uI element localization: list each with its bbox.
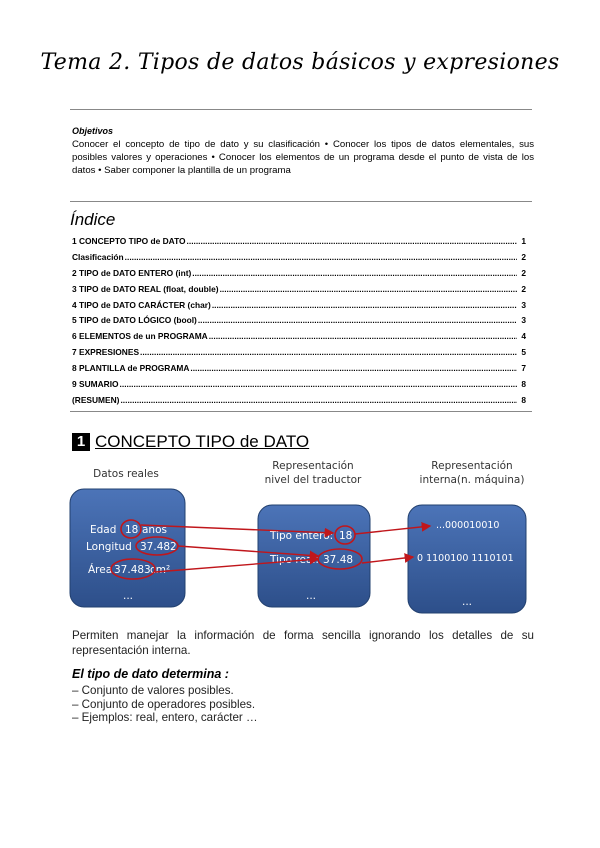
toc-leader-dots bbox=[190, 361, 517, 377]
edad-unit: años bbox=[142, 524, 167, 536]
divider bbox=[70, 411, 532, 412]
area-unit: cm² bbox=[150, 564, 171, 576]
toc-entry-page: 8 bbox=[521, 379, 526, 390]
binary-entero: ...000010010 bbox=[436, 520, 500, 531]
toc-entry-title: 1 CONCEPTO TIPO de DATO bbox=[72, 236, 186, 246]
toc-entry-page: 7 bbox=[521, 363, 526, 374]
box2-caption-line2: nivel del traductor bbox=[264, 474, 362, 486]
toc-entry-page: 8 bbox=[521, 394, 526, 405]
box3-ellipsis: ... bbox=[462, 596, 473, 608]
longitud-label: Longitud bbox=[86, 541, 132, 553]
toc-entry-title: 3 TIPO de DATO REAL (float, double) bbox=[72, 283, 219, 294]
toc-entry[interactable] bbox=[72, 345, 526, 361]
indice-heading: Índice bbox=[70, 210, 116, 229]
determina-list bbox=[72, 684, 258, 725]
document-title: Tema 2. Tipos de datos básicos y expresiones bbox=[40, 50, 560, 75]
tipo-entero-label: Tipo entero: bbox=[270, 530, 334, 542]
toc-leader-dots bbox=[120, 377, 517, 393]
list-item: – Ejemplos: real, entero, carácter … bbox=[72, 711, 258, 724]
area-label: Área bbox=[88, 564, 113, 576]
box3-caption-line2: interna(n. máquina) bbox=[419, 474, 525, 486]
toc-leader-dots bbox=[220, 282, 517, 298]
longitud-value: 37.482 bbox=[140, 541, 177, 553]
binary-real: 0 1100100 1110101 bbox=[417, 553, 514, 564]
toc-entry[interactable] bbox=[72, 266, 526, 282]
toc-entry-title: 7 EXPRESIONES bbox=[72, 347, 140, 358]
tipo-real-value: 37.48 bbox=[323, 554, 354, 566]
list-item: – Conjunto de valores posibles. bbox=[72, 684, 234, 697]
box3-caption-line1: Representación bbox=[431, 460, 513, 472]
toc-entry-title: Clasificación bbox=[72, 251, 124, 262]
toc-leader-dots bbox=[187, 234, 517, 250]
toc-entry-title: 4 TIPO de DATO CARÁCTER (char) bbox=[72, 299, 211, 310]
box1-ellipsis: ... bbox=[123, 590, 134, 602]
determina-heading: El tipo de dato determina : bbox=[72, 667, 229, 681]
objetivos-heading: Objetivos bbox=[72, 126, 114, 136]
toc-entry[interactable] bbox=[72, 282, 526, 298]
toc-entry-title: 5 TIPO de DATO LÓGICO (bool) bbox=[72, 315, 197, 326]
divider bbox=[70, 109, 532, 110]
toc-entry-title: 8 PLANTILLA de PROGRAMA bbox=[72, 363, 190, 374]
toc-leader-dots bbox=[125, 250, 517, 266]
tipo-entero-value: 18 bbox=[339, 530, 353, 542]
toc-entry-title: 6 ELEMENTOS de un PROGRAMA bbox=[72, 331, 208, 342]
toc-entry-title: 9 SUMARIO bbox=[72, 379, 119, 390]
box2-caption-line1: Representación bbox=[272, 460, 354, 472]
tipo-real-label: Tipo real: bbox=[270, 554, 319, 566]
toc-entry-page: 1 bbox=[521, 236, 526, 246]
list-item: – Conjunto de operadores posibles. bbox=[72, 697, 256, 711]
toc-entry-title: (RESUMEN) bbox=[72, 394, 120, 405]
toc-leader-dots bbox=[198, 313, 517, 329]
box1-caption: Datos reales bbox=[93, 468, 159, 480]
section-heading bbox=[72, 432, 309, 452]
area-value: 37.483 bbox=[114, 564, 151, 576]
toc-entry-page: 4 bbox=[521, 331, 526, 342]
toc-entry[interactable] bbox=[72, 313, 526, 329]
toc-leader-dots bbox=[140, 345, 517, 361]
data-representation-diagram bbox=[0, 455, 600, 625]
body-paragraph: Permiten manejar la información de forma sencilla ignorando los detalles de su representación interna. bbox=[72, 629, 534, 657]
divider bbox=[70, 201, 532, 202]
toc-leader-dots bbox=[209, 329, 517, 345]
box2-ellipsis: ... bbox=[306, 590, 317, 602]
toc-entry[interactable] bbox=[72, 329, 526, 345]
toc-entry-page: 2 bbox=[521, 251, 526, 262]
table-of-contents bbox=[72, 234, 526, 409]
toc-entry-title: 2 TIPO de DATO ENTERO (int) bbox=[72, 267, 192, 278]
toc-entry[interactable] bbox=[72, 393, 526, 409]
edad-value: 18 bbox=[125, 524, 139, 536]
toc-entry-page: 3 bbox=[521, 299, 526, 310]
toc-entry-page: 3 bbox=[521, 315, 526, 326]
toc-leader-dots bbox=[212, 298, 517, 314]
edad-label: Edad bbox=[90, 524, 117, 536]
toc-entry[interactable] bbox=[72, 298, 526, 314]
toc-entry[interactable] bbox=[72, 361, 526, 377]
objetivos-text: Conocer el concepto de tipo de dato y su clasificación • Conocer los tipos de datos elementales, sus posibles valores y operaciones • Conocer los elementos de un programa desde el punto de vista de los datos • Saber componer la plantilla de un programa bbox=[72, 139, 534, 176]
section-title: CONCEPTO TIPO de DATO bbox=[95, 432, 310, 451]
toc-leader-dots bbox=[192, 266, 517, 282]
section-number: 1 bbox=[72, 433, 90, 451]
toc-entry[interactable] bbox=[72, 250, 526, 266]
toc-leader-dots bbox=[120, 393, 517, 409]
toc-entry[interactable] bbox=[72, 234, 526, 250]
toc-entry[interactable] bbox=[72, 377, 526, 393]
toc-entry-page: 2 bbox=[521, 283, 526, 294]
toc-entry-page: 2 bbox=[521, 267, 526, 278]
toc-entry-page: 5 bbox=[521, 347, 526, 358]
